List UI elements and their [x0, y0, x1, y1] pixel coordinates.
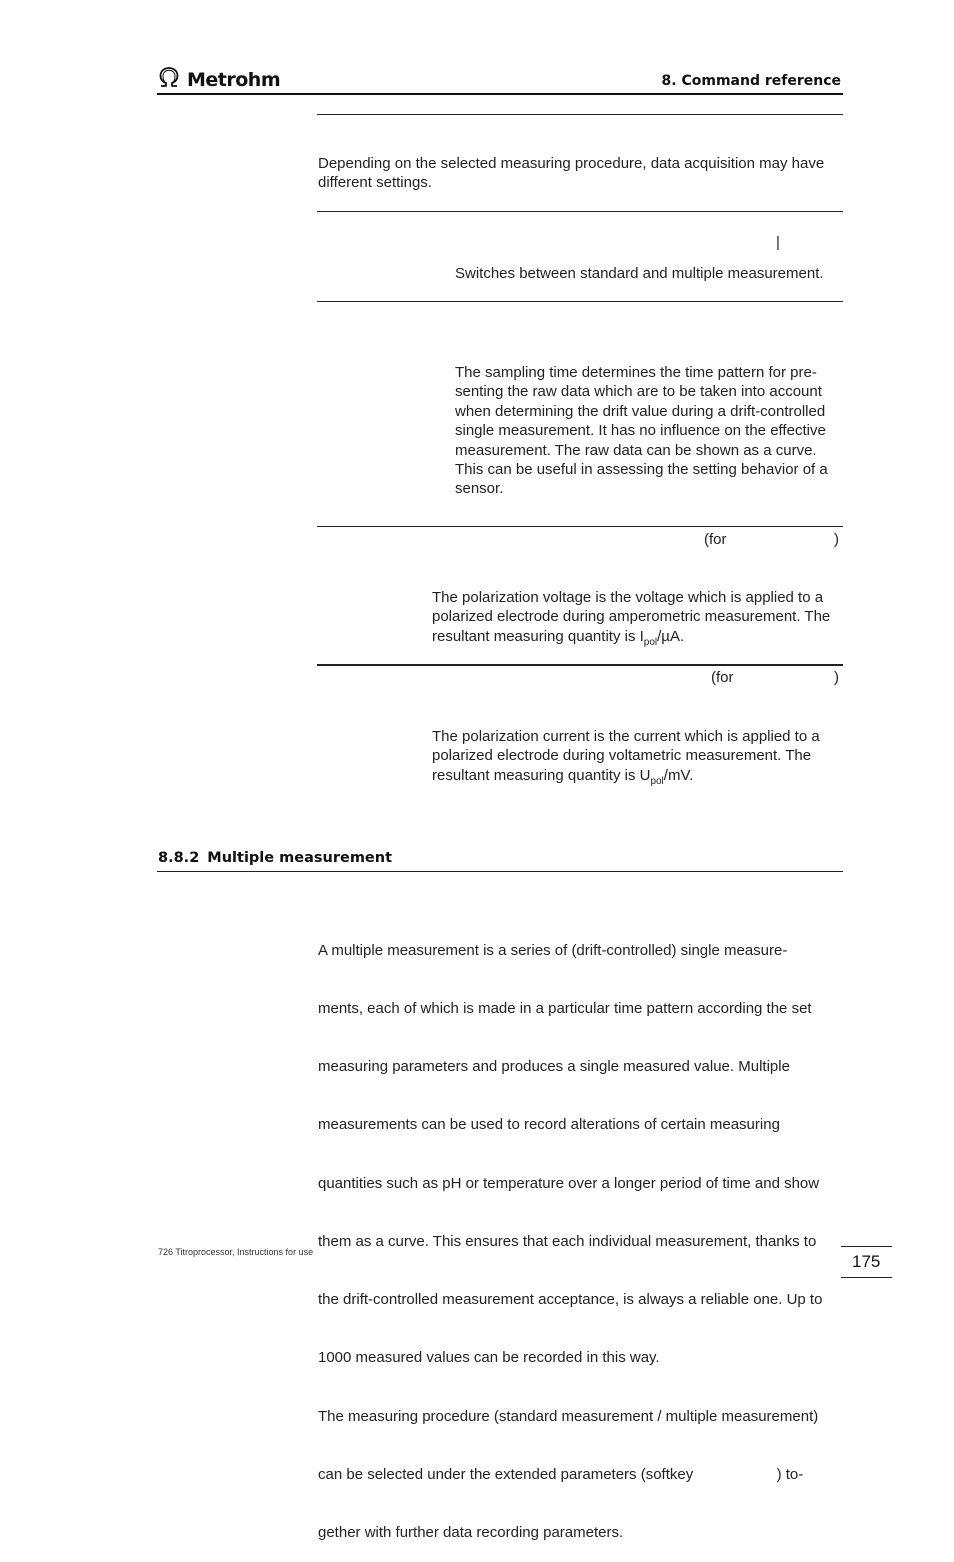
- divider: [317, 526, 843, 527]
- text-line: can be selected under the extended parameters (softkey ) to-: [318, 1465, 804, 1483]
- pol-current-close: ): [834, 669, 839, 686]
- divider: [317, 664, 843, 666]
- intro-paragraph: Depending on the selected measuring procedure, data acquisition may have different settings.: [318, 155, 825, 192]
- pol-voltage-description: The polarization voltage is the voltage which is applied to a polarized electrode during amperometric measurement. The resultant measuring quantity is $I_{pol}/\mu A$.: [432, 589, 831, 648]
- pol-current-for: (for: [711, 669, 734, 686]
- switch-description: Switches between standard and multiple measurement.: [455, 265, 824, 282]
- text-line: The measuring procedure (standard measurement / multiple measurement): [318, 1407, 819, 1425]
- text-line: them as a curve. This ensures that each individual measurement, thanks to: [318, 1232, 817, 1250]
- logo-text: Metrohm: [187, 68, 281, 91]
- pol-current-description: The polarization current is the current which is applied to a polarized electrode during voltametric measurement. The resultant measuring quantity is $U_{pol}/mV$.: [432, 728, 820, 787]
- text-line: quantities such as pH or temperature over a longer period of time and show: [318, 1174, 820, 1192]
- omega-icon: [157, 66, 181, 93]
- section-number: 8.8.2: [158, 850, 200, 866]
- option-separator: |: [776, 234, 780, 251]
- pol-voltage-for: (for: [704, 531, 727, 548]
- text-line: ments, each of which is made in a particular time pattern according the set: [318, 1000, 812, 1018]
- section-rule: [157, 871, 843, 872]
- divider: [317, 114, 843, 115]
- page-number: 175: [852, 1252, 881, 1271]
- pol-voltage-close: ): [834, 531, 839, 548]
- header-rule: [157, 93, 843, 95]
- text-line: measuring parameters and produces a single measured value. Multiple: [318, 1058, 790, 1076]
- chapter-title: 8. Command reference: [661, 73, 841, 89]
- multi-paragraph: [318, 902, 848, 1562]
- divider: [317, 301, 843, 302]
- divider: [317, 211, 843, 212]
- text-line: 1000 measured values can be recorded in this way.: [318, 1349, 660, 1367]
- brand-logo: [157, 66, 280, 93]
- sampling-description: The sampling time determines the time pattern for pre-senting the raw data which are to be taken into account when determining the drift value during a drift-controlled single measurement. It has no influence on the effective measurement. The raw data can be shown as a curve. This can be useful in assessing the setting behavior of a sensor.: [455, 364, 828, 498]
- text-line: measurements can be used to record alterations of certain measuring: [318, 1116, 780, 1134]
- section-heading: [158, 850, 392, 866]
- text-line: A multiple measurement is a series of (drift-controlled) single measure-: [318, 941, 788, 959]
- footer-document-title: 726 Titroprocessor, Instructions for use: [158, 1247, 314, 1257]
- text-line: the drift-controlled measurement acceptance, is always a reliable one. Up to: [318, 1291, 823, 1309]
- section-title: Multiple measurement: [207, 850, 393, 866]
- text-line: gether with further data recording parameters.: [318, 1524, 624, 1541]
